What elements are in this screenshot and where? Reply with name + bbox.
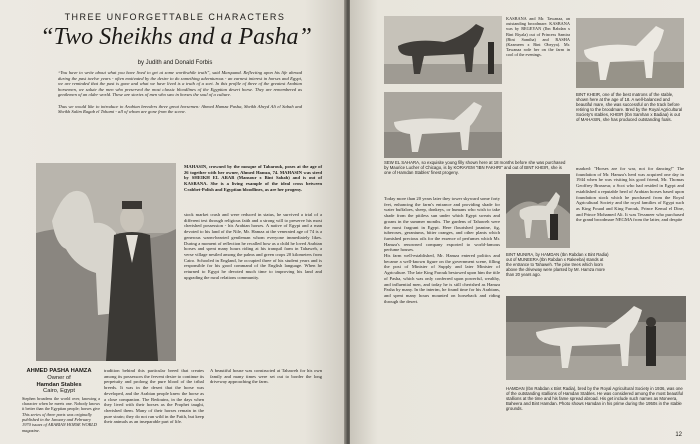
kasbana-photo <box>384 16 502 84</box>
hamdan-photo-illustration <box>506 296 686 380</box>
pasha-photo <box>36 163 176 361</box>
left-small-column: Stephen broadens the world over, knowing a character when he meets one. Nobody knows it better than the Egyptian people; horses give <box>22 396 100 411</box>
pasha-caption <box>20 368 98 395</box>
hamdan-photo <box>506 296 686 380</box>
kheir-photo-illustration <box>576 18 684 88</box>
left-bottom-text-2: A beautiful house was constructed at Tahaweh for his own family and many times were set out to border the long driveway approaching the farm. <box>210 368 322 385</box>
series-note: This series of three parts was originally published in the January and February 1970 issues of ARABIAN HORSE WORLD magazine. <box>22 412 97 433</box>
article-kicker: THREE UNFORGETTABLE CHARACTERS <box>64 12 286 22</box>
right-col-paragraph: Today more than 20 years later they tower skyward some forty feet, enhancing the farm's entrance and providing shade for water buffaloes, sheep, donkeys, or humans who wish to take shade from the pitiless sun under which Egypt sweats and groans in the summer months. The gardens of Tahaweh were the most fragrant in Egypt. Here flourished jasmine, fig, tuberoses, geraniums, bitter oranges, and other plants which furnished precious oils for the essence of perfumes which Mr. Hamza's renowned company exported to world-famous perfume houses. <box>384 196 500 253</box>
article-byline: by Judith and Donald Forbis <box>137 60 213 66</box>
kheir-photo <box>576 18 684 88</box>
intro-paragraph-2: Thus we would like to introduce to Arabian breeders three great horsemen: Ahmed Hamza Pasha, Sheikh Abeyd Ali el Sabah and Sheikh Salim Ragab el Tohami - all of whom are gone from the scene. <box>58 103 302 115</box>
left-page <box>0 0 346 444</box>
pasha-name: AHMED PASHA HAMZA <box>26 368 92 374</box>
munira-photo <box>506 174 570 248</box>
right-col-text <box>384 196 500 440</box>
sahara-photo <box>384 92 502 158</box>
hamdan-caption: HAMDAN (Ibn Rabdan x Bint Radia), bred by the Royal Agricultural Society in 1936, was one of the outstanding stallions of Hamdan Stables. He was considered among the most beautiful stallions at the time and his fame spread abroad. His get include such names as Moneera, Baheera and Bint Hamdan. Photo shows Hamdan in his prime during the 1950s in the stable grounds. <box>506 386 683 412</box>
left-bottom-column <box>104 368 204 442</box>
kheir-caption: BINT KHEIR, one of the best matrons of the stable, shown here at the age of 18. A well-balanced and beautiful mare, she was successful on the track before retiring to the broodmare. Bred by the Royal Agricultural Society's stables, KHEIR (Ibn Samhan x Badiaa) is out of MAHASIN, she has produced outstanding foals. <box>576 92 683 123</box>
left-bottom-text: tradition behind this particular breed that creates among its possessors the fervent desire to continue its perpetuity and prolong the pure blood of the tribal breeds. It was in the desert that the horse was developed, and the Arabian people knew the horse as a close companion. The Bedouins, in the days when they lived with their horses as the Prophet taught, cherished them. Many of their horses remain in the pure strain; they do not run wild in the Faith, but keep their animals as an inseparable part of life. <box>104 368 204 425</box>
pasha-role: Owner of <box>47 374 71 381</box>
page-number: 12 <box>675 432 682 438</box>
munira-caption: BINT MUNIRA, by HAMDAN (Ibn Rabdan x Bint Radia) out of MUNEERA (Ibn Rabdan x Rakeeba) stands at the entrance to Tahaweh. The pine trees which loom above the driveway were planted by Mr. Hamza more than 20 years ago. <box>506 252 609 277</box>
left-mid-column: stock market crash and were reduced in status, he survived a trial of a different test through religious faith and a strong will to preserve his most cherished possession - his Arabian horses. A native of Egypt and a man devoted to his land of the Nile, Mr. Hamza at the venerated age of 74 is a generous warm-hearted gentleman whom everyone immediately likes. During a moment of reflection he recalled how as a child he loved Arabian horses and spent many hours riding at his tranquil farm in Tahaweh, a verse village nestled among the palms and green crops 20 kilometers from Cairo. Schooled in England, he occupied three of his student years and is responsible for his good command of the English language. When he returned to Egypt he devoted much time to improving his land and upgrading the rural relations community. <box>184 212 322 280</box>
article-title: “Two Sheikhs and a Pasha” <box>40 24 312 50</box>
pasha-stud: Hamdan Stables <box>36 381 82 388</box>
far-right-text: marked: "Horses are for war, not for dancing!" The foundation of Mr. Hamza's herd was acquired one day in 1944 when he was visiting his good friend, Mr. Thomas Geoffrey Brasseur, a Scot who had resided in Egypt and established a reputable herd of Arabian horses based upon foundation stock which he purchased from the Royal Agricultural Society and the royal families of Egypt such as King Fouad and King Farouk, Prince Kemal el Dine, and Prince Mohamed Ali. It was Tessmeer who purchased the grand broodmare NEGMA from the latter, and despite <box>576 166 684 223</box>
pasha-place: Cairo, Egypt <box>43 388 75 395</box>
left-bottom-column-2 <box>210 368 322 442</box>
kasbana-photo-illustration <box>384 16 502 84</box>
munira-photo-illustration <box>506 174 570 248</box>
intro-paragraph: “You have to write about what you have lived to get at some worthwhile truth”, said Marquand. Reflecting upon his life abroad during the past twelve years - often motivated by the desire to do something adventurous - an earnest interest in horses and Egypt, we are reminded that the past is gone and what we have lived is a truth of a sort. In this profile of three of the greatest Arabian horsemen, we salute the men who preserved the most classic bloodlines of the Egyptian desert horse. They are remembered as gentlemen of an older world. These are stories of men who saw in horses the soul of a culture. <box>58 70 302 98</box>
right-page <box>350 0 700 444</box>
kasbana-caption: KASBANA and Mr. Tawanaa, an outstanding broodmare. KASBANA was by REGEYAN (Ibn Rabdan x Bint Riyala) out of Princess Samira (Bint Samiha) and RASHA (Kazmeen x Bint Obeyya). Mr. Tawanaa rode her on the farm in cool of the evenings. <box>506 16 570 58</box>
sahara-caption: SEW EL SAHARA, so exquisite young filly shown here at 18 months before she was purchased by Maurice Lucher of Chicago, is by KORAYEM "IBN FAKHRI" and out of BINT KHEIR, she is one of Hamdan Stables' finest progeny. <box>384 160 566 176</box>
mahasin-caption: MAHASIN, crowned by the mosque of Tabarouk, poses at the age of 26 together with her owner, Ahmed Hamza, 74. MAHASIN was sired by SHEIKH EL ARAB (Mansour x Bint Sabah) and is out of KASBANA. She is a living example of the ideal cross between Crabbet-Polish and Egyptian bloodlines, as are her progeny. <box>184 164 322 192</box>
sahara-photo-illustration <box>384 92 502 158</box>
pasha-photo-illustration <box>36 163 176 361</box>
right-col-paragraph-2: His farm well-established, Mr. Hamza entered politics and became a well-known figure on the government scene, filling the post of Minister of Supply and later Minister of Agriculture. The late King Farouk bestowed upon him the title of Pasha, which was only conferred upon powerful, wealthy, and influential men, and today he is still cherished as Hamza Pasha by many. In the interim, he found time for his Arabians, and spent many hours mounted on horseback and riding through the desert. <box>384 253 500 304</box>
article-intro <box>58 70 302 115</box>
